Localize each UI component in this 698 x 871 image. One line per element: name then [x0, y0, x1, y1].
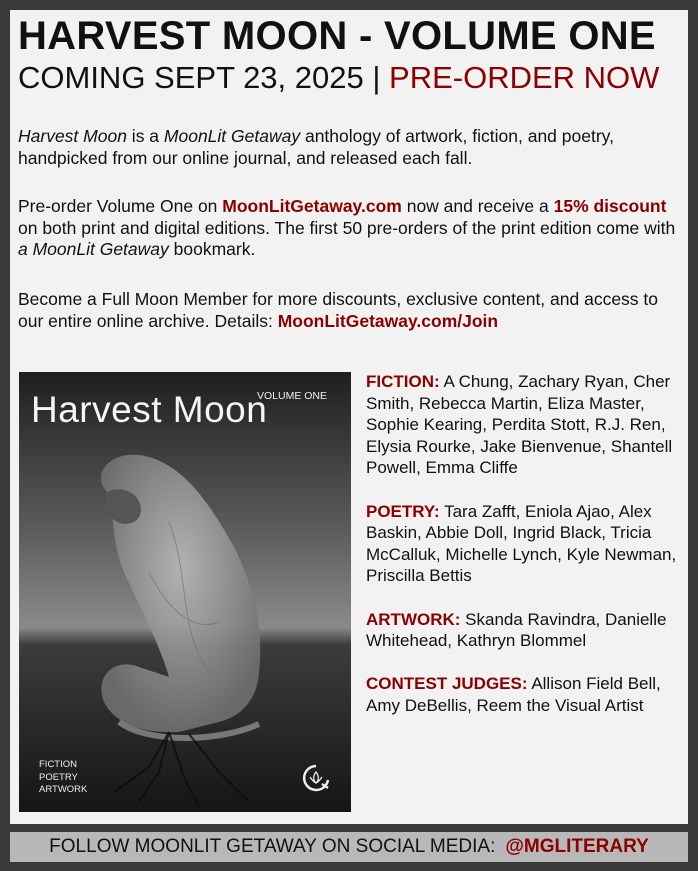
preorder-text: Pre-order Volume One on	[18, 196, 223, 216]
page-title: HARVEST MOON - VOLUME ONE	[18, 14, 656, 58]
cover-section: ARTWORK	[39, 784, 88, 795]
fiction-names: A Chung, Zachary Ryan, Cher Smith, Rebecca Martin, Eliza Master, Sophie Kearing, Perdita Stott, R.J. Ren, Elysia Rourke, Jake Bienvenue, Shantell Powell, Emma Cliffe	[366, 372, 673, 478]
publisher-logo-icon	[302, 764, 330, 792]
intro-paragraph	[18, 126, 678, 169]
anthology-name: Harvest Moon	[18, 126, 127, 146]
cover-title: Harvest Moon	[31, 389, 268, 430]
contributors-list	[366, 371, 682, 738]
preorder-paragraph	[18, 196, 678, 261]
footer-text: FOLLOW MOONLIT GETAWAY ON SOCIAL MEDIA:	[49, 836, 496, 857]
cover-section: FICTION	[39, 759, 77, 770]
judges-credits	[366, 673, 682, 716]
cover-artwork	[19, 372, 351, 812]
website-link[interactable]: MoonLitGetaway.com	[222, 196, 402, 216]
poetry-names: Tara Zafft, Eniola Ajao, Alex Baskin, Abbie Doll, Ingrid Black, Tricia McCalluk, Michelle Lynch, Kyle Newman, Priscilla Bettis	[366, 501, 677, 586]
intro-text: anthology of artwork, fiction, and poetry, handpicked from our online journal, and released each fall.	[18, 126, 614, 168]
intro-text: is a	[126, 126, 164, 146]
preorder-text: on both print and digital editions. The first 50 pre-orders of the print edition come with	[18, 217, 676, 238]
cover-section: POETRY	[39, 771, 78, 783]
poster	[10, 10, 688, 824]
artwork-credits	[366, 609, 682, 652]
page-subtitle	[18, 60, 683, 96]
poetry-credits	[366, 501, 682, 587]
fiction-credits	[366, 371, 682, 479]
judges-label: CONTEST JUDGES:	[366, 674, 528, 694]
discount-text: 15% discount	[553, 196, 667, 216]
membership-text: Become a Full Moon Member for more discounts, exclusive content, and access to our entire online archive. Details:	[18, 289, 659, 331]
book-cover	[19, 372, 351, 812]
release-date: COMING SEPT 23, 2025	[18, 60, 364, 95]
fiction-label: FICTION:	[366, 372, 440, 391]
social-footer	[10, 832, 688, 862]
membership-paragraph	[18, 289, 678, 332]
bookmark-brand: a MoonLit Getaway	[18, 239, 169, 259]
publisher-name: MoonLit Getaway	[163, 126, 301, 146]
join-link[interactable]: MoonLitGetaway.com/Join	[277, 310, 499, 331]
judges-names: Allison Field Bell, Amy DeBellis, Reem the Visual Artist	[366, 674, 661, 715]
poetry-label: POETRY:	[366, 501, 440, 521]
preorder-cta: PRE-ORDER NOW	[389, 60, 660, 95]
preorder-text: bookmark.	[168, 239, 256, 259]
artwork-names: Skanda Ravindra, Danielle Whitehead, Kathryn Blommel	[366, 609, 667, 651]
cover-sections	[39, 759, 87, 797]
preorder-text: now and receive a	[401, 196, 554, 216]
artwork-label: ARTWORK:	[366, 609, 461, 629]
subtitle-separator: |	[363, 60, 390, 95]
cover-volume: VOLUME ONE	[257, 390, 328, 402]
social-handle[interactable]: @MGLITERARY	[505, 836, 649, 857]
